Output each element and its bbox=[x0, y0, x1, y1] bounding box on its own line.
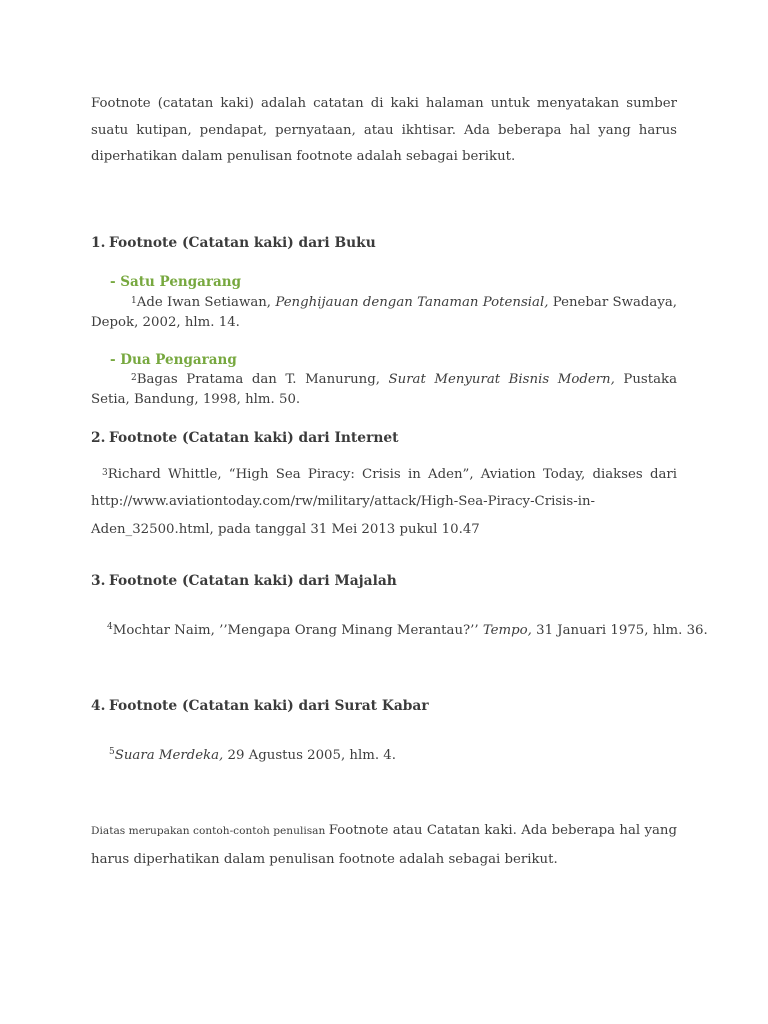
footnote-number: 3 bbox=[102, 468, 108, 478]
footnote-2 bbox=[91, 370, 677, 409]
footnote-title-italic: Surat Menyurat Bisnis Modern, bbox=[388, 372, 615, 387]
section-number: 2. bbox=[91, 430, 106, 446]
subheading-satu-pengarang: - Satu Pengarang bbox=[110, 274, 242, 290]
footnote-3 bbox=[91, 461, 677, 543]
footnote-text: Bagas Pratama dan T. Manurung, bbox=[136, 372, 389, 387]
footnote-5 bbox=[109, 748, 695, 763]
footnote-text: 29 Agustus 2005, hlm. 4. bbox=[223, 748, 396, 763]
section-heading-majalah bbox=[91, 573, 677, 589]
outro-small-text: Diatas merupakan contoh-contoh penulisan bbox=[91, 825, 329, 837]
section-number: 1. bbox=[91, 235, 106, 251]
section-number: 3. bbox=[91, 573, 106, 589]
outro-paragraph bbox=[91, 817, 677, 873]
footnote-title-italic: Penghijauan dengan Tanaman Potensial, bbox=[275, 295, 549, 310]
footnote-title-italic: Tempo, bbox=[482, 623, 532, 638]
footnote-number: 1 bbox=[131, 296, 137, 306]
footnote-text: 31 Januari 1975, hlm. 36. bbox=[531, 623, 708, 638]
section-title: Footnote (Catatan kaki) dari Surat Kabar bbox=[109, 698, 429, 714]
section-title: Footnote (Catatan kaki) dari Buku bbox=[109, 235, 376, 251]
footnote-text: Ade Iwan Setiawan, bbox=[136, 295, 276, 310]
footnote-4 bbox=[107, 622, 708, 638]
section-number: 4. bbox=[91, 698, 106, 714]
section-heading-buku bbox=[91, 235, 677, 251]
footnote-text: Mochtar Naim, ’’Mengapa Orang Minang Merantau?’’ bbox=[112, 623, 483, 638]
section-heading-surat-kabar bbox=[91, 698, 677, 714]
section-heading-internet bbox=[91, 430, 677, 446]
section-title: Footnote (Catatan kaki) dari Majalah bbox=[109, 573, 397, 589]
section-title: Footnote (Catatan kaki) dari Internet bbox=[109, 430, 399, 446]
footnote-text: Richard Whittle, “High Sea Piracy: Crisis in Aden”, Aviation Today, diakses dari http://www.aviationtoday.com/rw/military/attack/High-Sea-Piracy-Crisis-in-Aden_32500.html, pada tanggal 31 Mei 2013 pukul 10.47 bbox=[91, 467, 677, 537]
footnote-number: 2 bbox=[131, 373, 137, 383]
footnote-title-italic: Suara Merdeka, bbox=[114, 748, 224, 763]
outro-text: Footnote atau Catatan kaki. Ada beberapa hal yang harus diperhatikan dalam penulisan footnote adalah sebagai berikut. bbox=[91, 823, 677, 867]
footnote-text: Pustaka Setia, Bandung, 1998, hlm. 50. bbox=[91, 372, 677, 407]
footnote-number: 5 bbox=[109, 747, 115, 757]
footnote-text: Penebar Swadaya, Depok, 2002, hlm. 14. bbox=[91, 295, 678, 330]
subheading-dua-pengarang: - Dua Pengarang bbox=[110, 352, 237, 368]
intro-paragraph: Footnote (catatan kaki) adalah catatan di kaki halaman untuk menyatakan sumber suatu kutipan, pendapat, pernyataan, atau ikhtisar. Ada beberapa hal yang harus diperhatikan dalam penulisan footnote adalah sebagai berikut. bbox=[91, 96, 677, 165]
footnote-number: 4 bbox=[107, 622, 113, 632]
footnote-1 bbox=[91, 293, 677, 332]
